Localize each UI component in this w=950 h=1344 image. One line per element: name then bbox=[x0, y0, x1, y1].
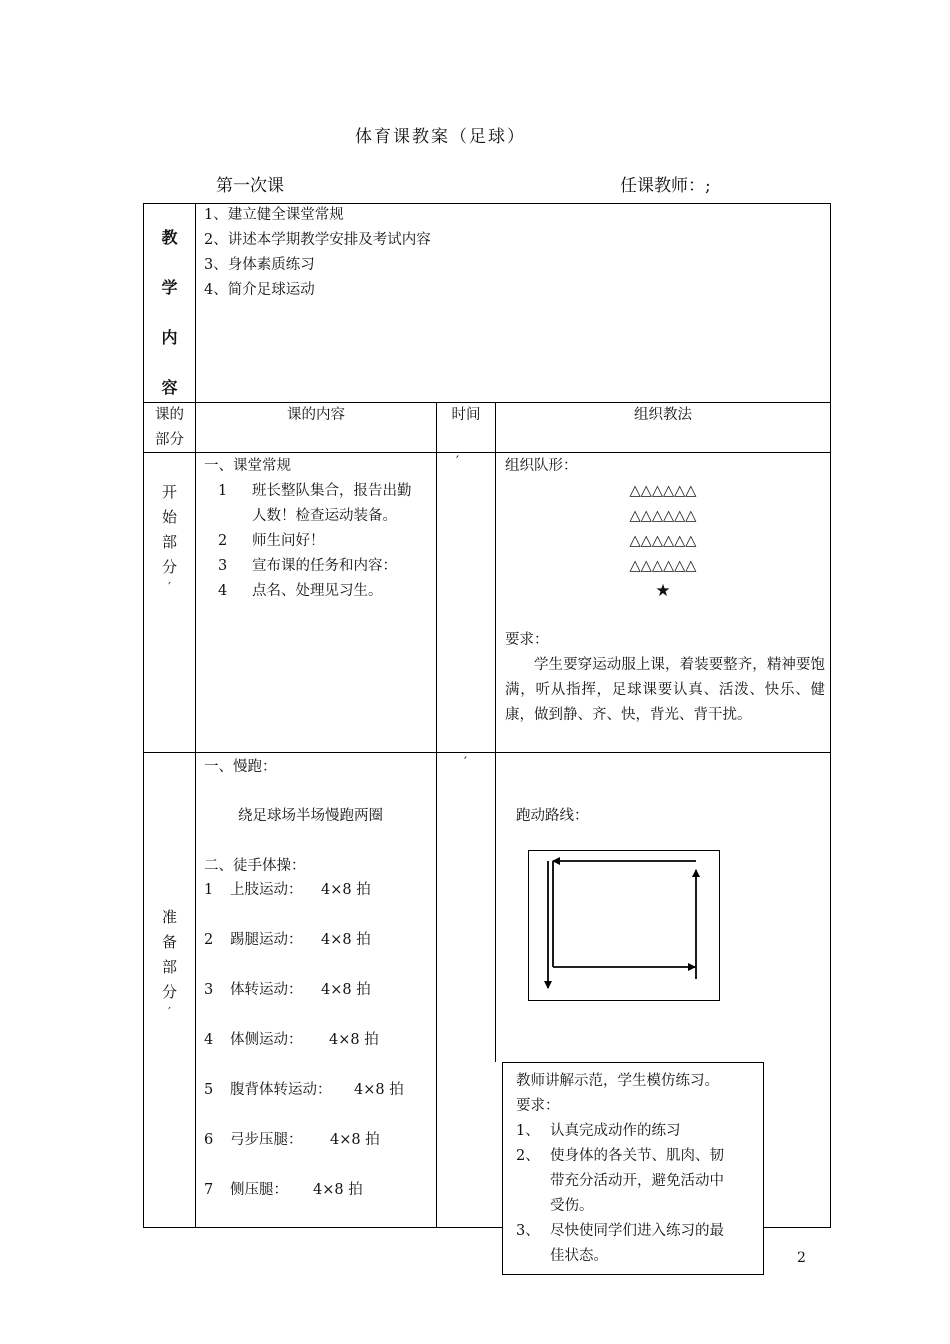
item-text: 宣布课的任务和内容： bbox=[252, 558, 397, 574]
page-number: 2 bbox=[797, 1250, 806, 1266]
formation-row: △△△△△△ bbox=[629, 483, 697, 499]
exercise-num: 6 bbox=[204, 1132, 214, 1148]
header-content: 课的内容 bbox=[287, 407, 345, 423]
exercise-num: 3 bbox=[204, 982, 214, 998]
item-text: 人数！检查运动装备。 bbox=[252, 508, 397, 524]
item-num: 1 bbox=[218, 483, 228, 499]
prep-section-label bbox=[144, 905, 195, 1019]
note-num: 3、 bbox=[516, 1223, 540, 1239]
exercise-row bbox=[204, 878, 371, 903]
start-section-label bbox=[144, 480, 195, 594]
exercise-name: 侧压腿： bbox=[230, 1182, 288, 1198]
teacher-label: 任课教师：; bbox=[620, 176, 711, 196]
requirement-text: 学生要穿运动服上课，着装要整齐，精神要饱满，听从指挥，足球课要认真、活泼、快乐、健康，做到静、齐、快，背光、背干扰。 bbox=[505, 657, 825, 723]
item-num: 2 bbox=[218, 533, 228, 549]
note-item bbox=[516, 1119, 681, 1144]
exercise-row bbox=[204, 1028, 379, 1053]
list-item: 3、身体素质练习 bbox=[204, 257, 315, 273]
exercise-num: 4 bbox=[204, 1032, 214, 1048]
start-heading: 一、课堂常规 bbox=[204, 458, 291, 474]
formation-diagram bbox=[496, 479, 830, 604]
lesson-label: 第一次课 bbox=[216, 176, 284, 196]
exercise-name: 体侧运动： bbox=[230, 1032, 303, 1048]
exercise-num: 1 bbox=[204, 882, 214, 898]
exercise-reps: 4×8 拍 bbox=[329, 1032, 379, 1048]
label-char: 始 bbox=[161, 508, 177, 526]
label-char: 部 bbox=[161, 958, 177, 976]
teaching-content-label bbox=[144, 213, 195, 413]
note-line: 带充分活动开，避免活动中 bbox=[550, 1173, 724, 1189]
exercise-name: 体转运动： bbox=[230, 982, 303, 998]
formation-row: △△△△△△ bbox=[629, 558, 697, 574]
note-line: 尽快使同学们进入练习的最 bbox=[550, 1223, 724, 1239]
running-route-diagram bbox=[528, 850, 720, 1001]
note-item bbox=[516, 1219, 724, 1269]
exercise-num: 5 bbox=[204, 1082, 214, 1098]
exercise-name: 弓步压腿： bbox=[230, 1132, 303, 1148]
note-line: 使身体的各关节、肌肉、韧 bbox=[550, 1148, 724, 1164]
header-method: 组织教法 bbox=[634, 407, 692, 423]
list-item: 4、简介足球运动 bbox=[204, 282, 315, 298]
note-line: 受伤。 bbox=[550, 1198, 594, 1214]
exercise-row bbox=[204, 1178, 363, 1203]
list-item: 1、建立健全课堂常规 bbox=[204, 207, 344, 223]
label-char: 部 bbox=[161, 533, 177, 551]
exercise-heading: 二、徒手体操： bbox=[204, 858, 306, 874]
jog-text: 绕足球场半场慢跑两圈 bbox=[238, 808, 383, 824]
formation-row: △△△△△△ bbox=[629, 533, 697, 549]
route-label: 跑动路线： bbox=[516, 808, 589, 824]
exercise-num: 7 bbox=[204, 1182, 214, 1198]
note-req: 要求： bbox=[516, 1098, 560, 1114]
label-char: 内 bbox=[161, 328, 178, 347]
teaching-notes-box bbox=[502, 1062, 764, 1275]
exercise-reps: 4×8 拍 bbox=[321, 882, 371, 898]
label-char: 学 bbox=[161, 278, 178, 297]
label-char: 分 bbox=[161, 558, 177, 576]
note-intro: 教师讲解示范，学生模仿练习。 bbox=[516, 1073, 719, 1089]
label-char: 开 bbox=[161, 483, 177, 501]
formation-row: △△△△△△ bbox=[629, 508, 697, 524]
exercise-row bbox=[204, 1128, 380, 1153]
jog-heading: 一、慢跑： bbox=[204, 759, 277, 775]
exercise-reps: 4×8 拍 bbox=[313, 1182, 363, 1198]
exercise-name: 腹背体转运动： bbox=[230, 1082, 332, 1098]
exercise-reps: 4×8 拍 bbox=[354, 1082, 404, 1098]
route-arrows-icon bbox=[529, 851, 719, 1000]
formation-label: 组织队形： bbox=[505, 458, 578, 474]
exercise-reps: 4×8 拍 bbox=[330, 1132, 380, 1148]
note-num: 1、 bbox=[516, 1123, 540, 1139]
label-char: ′ bbox=[168, 1005, 171, 1019]
requirement-label: 要求： bbox=[505, 632, 549, 648]
teacher-star-icon: ★ bbox=[655, 581, 671, 601]
label-char: 分 bbox=[161, 983, 177, 1001]
exercise-num: 2 bbox=[204, 932, 214, 948]
label-char: 教 bbox=[161, 228, 178, 247]
item-text: 师生问好！ bbox=[252, 533, 325, 549]
teaching-content-list bbox=[204, 203, 431, 303]
exercise-row bbox=[204, 1078, 404, 1103]
label-char: ′ bbox=[168, 580, 171, 594]
label-char: 备 bbox=[161, 933, 177, 951]
exercise-reps: 4×8 拍 bbox=[321, 982, 371, 998]
exercise-name: 踢腿运动： bbox=[230, 932, 303, 948]
exercise-row bbox=[204, 928, 371, 953]
exercise-reps: 4×8 拍 bbox=[321, 932, 371, 948]
label-char: 容 bbox=[161, 378, 178, 397]
page-title: 体育课教案（足球） bbox=[355, 127, 526, 147]
exercise-row bbox=[204, 978, 371, 1003]
item-num: 4 bbox=[218, 583, 228, 599]
header-time: 时间 bbox=[451, 407, 481, 423]
list-item: 2、讲述本学期教学安排及考试内容 bbox=[204, 232, 431, 248]
prep-time-mark: ′ bbox=[464, 755, 467, 770]
label-char: 准 bbox=[161, 908, 177, 926]
exercise-name: 上肢运动： bbox=[230, 882, 303, 898]
item-text: 点名、处理见习生。 bbox=[252, 583, 383, 599]
header-part-line: 课的 bbox=[155, 407, 184, 423]
note-line: 佳状态。 bbox=[550, 1248, 608, 1264]
item-num: 3 bbox=[218, 558, 228, 574]
header-part bbox=[144, 403, 195, 453]
note-item bbox=[516, 1144, 724, 1219]
note-num: 2、 bbox=[516, 1148, 540, 1164]
start-time-mark: ′ bbox=[456, 454, 459, 469]
start-items bbox=[204, 479, 412, 604]
note-line: 认真完成动作的练习 bbox=[550, 1123, 681, 1139]
header-part-line: 部分 bbox=[155, 432, 184, 448]
item-text: 班长整队集合，报告出勤 bbox=[252, 483, 412, 499]
